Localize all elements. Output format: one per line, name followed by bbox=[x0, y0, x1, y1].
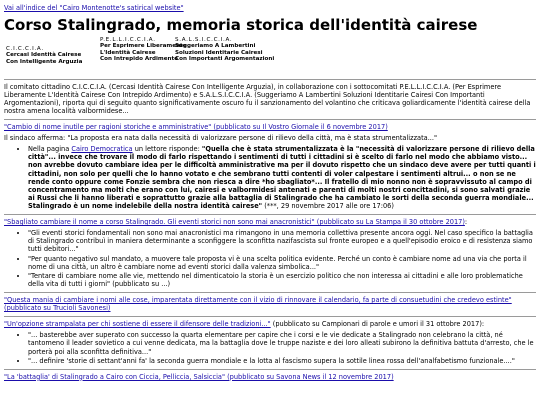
logo-line: Con Intrepido Ardimento bbox=[100, 56, 179, 63]
list-item: • "Tentare di cambiare nome alle vie, mettendo nel dimenticatoio la storia è un esercizio politico che non interessa ai cittadini e alle loro problematiche della vita di tutti i giorni" (pubblicato su ...) bbox=[28, 272, 536, 288]
logo-pelliccia bbox=[100, 37, 186, 63]
article-link-lastampa[interactable]: "Sbagliato cambiare il nome a corso Stalingrado. Gli eventi storici non sono mai anacronistici" (pubblicato su La Stampa il 30 ottobre 2017) bbox=[4, 218, 465, 227]
divider bbox=[4, 292, 536, 293]
logo-line: L'Identità Cairese bbox=[100, 49, 156, 56]
logo-line: Suggeriamo A Lambertini bbox=[175, 43, 256, 50]
section-tail: (pubblicato su Campionari di parole e umori il 31 ottobre 2017): bbox=[270, 320, 485, 329]
logo-salsiccia bbox=[175, 37, 274, 63]
logo-line: Cercasi Identità Cairese bbox=[6, 52, 82, 59]
comment-mid: un lettore risponde: bbox=[132, 145, 202, 154]
divider bbox=[4, 214, 536, 215]
mayor-quote: Il sindaco afferma: "La proposta era nata dalla necessità di valorizzare persone di rilievo della città, ma è stata strumentalizzata..." bbox=[4, 134, 438, 143]
list-item: • "... definire 'storie di settant'anni fa' la seconda guerra mondiale e la lotta al fascismo supera la sottile linea rossa dell'analfabetismo funzionale...." bbox=[28, 357, 536, 365]
reader-comment-list bbox=[4, 145, 536, 210]
list-item: • "... basterebbe aver superato con successo la quarta elementare per capire che i corsi e le vie dedicate a Stalingrado non celebrano la città, né tantomeno il leader sovietico a cui venne dedicata, ma la battaglia dove le truppe naziste e dei loro alleati subirono la definitiva battuta d'arresto, che le porterà poi alla sconfitta definitiva..." bbox=[28, 331, 536, 355]
reader-comment bbox=[28, 145, 536, 210]
divider bbox=[4, 369, 536, 370]
logo-ciccia bbox=[6, 46, 82, 66]
back-to-index-link[interactable]: Vai all'indice del "Cairo Montenotte's satirical website" bbox=[4, 4, 184, 12]
logo-title: P.E.L.L.I.C.C.I.A. bbox=[100, 36, 156, 43]
article-link-ivg[interactable]: "Cambio di nome inutile per ragioni storiche e amministrative" (pubblicato su Il Vostro Giornale il 6 novembre 2017) bbox=[4, 123, 388, 132]
section-tail: : bbox=[464, 218, 468, 227]
intro-paragraph: Il comitato cittadino C.I.C.C.I.A. (Cercasi Identità Cairese Con Intelligente Arguzia), in collaborazione con i sottocomitati P.E.L.L.I.C.C.I.A. (Per Esprimere Liberamente L'Identità Cairese Con Intrepido Ardimento) e S.A.L.S.I.C.C.I.A. (Suggeriamo A Lambertini Soluzioni Identitarie Cairesi Con Importanti Argomentazioni), riporta qui di seguito quanto significativamente oscuro fu il sanzionamento del volantino che criticava goliardicamente l'identità cairese della nostra amena località valbormidese... bbox=[4, 82, 531, 115]
page-content bbox=[4, 3, 536, 384]
divider bbox=[4, 79, 536, 80]
top-nav bbox=[4, 4, 536, 12]
article-link-savonanews[interactable]: "La 'battaglia' di Stalingrado a Cairo con Ciccia, Pelliccia, Salsiccia" (pubblicato su Savona News il 12 novembre 2017) bbox=[4, 372, 394, 381]
comment-timestamp: (***, 29 novembre 2017 alle ore 17:06) bbox=[262, 202, 394, 211]
divider bbox=[4, 119, 536, 120]
article-link-section bbox=[4, 320, 536, 328]
logo-line: Con Importanti Argomentazioni bbox=[175, 56, 275, 63]
cairo-democratica-link[interactable]: Cairo Democratica bbox=[71, 145, 133, 154]
comment-quote: "Quella che è stata strumentalizzata è la "necessità di valorizzare persone di rilievo della città"... invece che trovare il modo di farlo rispettando i sentimenti di tutti i cittadini si è scelto di farlo nel modo che abbiamo visto... non avrebbe dovuto cambiare idea per le difficoltà amministrative ma per il dovuto rispetto che un sindaco deve avere per tutti quanti i cittadini, non solo per quelli che lo hanno votato e che sembrano tutti contenti di voler calpestare i sentimenti altrui... o non se ne rende conto oppure come Fonzie sembra che non riesca a dire *ho sbagliato*... Il fratello di mio nonno non è sopravvissuto al campo di concentramento ma molti che erano con lui, cairesi e valbormidesi antenati e parenti di molti nostri concittadini, si sono salvati grazie ai Russi che li hanno liberati e soprattutto grazie alla battaglia di Stalingrado che ha cambiato le sorti della seconda guerra mondiale... Stalingrado è un nome indelebile della nostra identità cairese" bbox=[28, 145, 536, 211]
quote-list bbox=[4, 229, 536, 288]
logo-line: Soluzioni Identitarie Cairesi bbox=[175, 49, 263, 56]
article-link-campionari[interactable]: "Un'opzione strampalata per chi sostiene di essere il difensore delle tradizioni..." bbox=[4, 320, 271, 329]
logo-row bbox=[4, 37, 536, 75]
logo-line: Con Intelligente Arguzia bbox=[6, 58, 83, 65]
list-item: • "Gli eventi storici fondamentali non sono mai anacronistici ma rimangono in una memoria collettiva presente ancora oggi. Nel caso specifico la battaglia di Stalingrado contribuì in maniera determinante a sconfiggere la sconfitta nazifascista sul fronte europeo e a quell'episodio eroico e di resistenza siamo tutti debitori..." bbox=[28, 229, 536, 253]
article-link-section bbox=[4, 296, 536, 312]
article-link-section bbox=[4, 218, 536, 226]
article-link-section bbox=[4, 373, 536, 381]
quote-list bbox=[4, 331, 536, 364]
list-item: • "Per quanto negativo sul mandato, a muovere tale proposta vi è una scelta politica evidente. Perché un conto è cambiare nome ad una via che porta il nome di una città, un altro è cambiare nome ad eventi storici dalla valenza simbolica..." bbox=[28, 255, 536, 271]
article-link-trucioli[interactable]: "Questa mania di cambiare i nomi alle cose, imparentata direttamente con il vizio di rinnovare il calendario, fa parte di consuetudini che credevo estinte" (pubblicato su Trucioli Savonesi) bbox=[4, 296, 512, 313]
comment-prefix: Nella pagina bbox=[28, 145, 72, 154]
divider bbox=[4, 316, 536, 317]
article-link-section bbox=[4, 123, 536, 131]
logo-title: S.A.L.S.I.C.C.I.A. bbox=[175, 36, 233, 43]
logo-line: Per Esprimere Liberamente bbox=[100, 43, 187, 50]
page-title: Corso Stalingrado, memoria storica dell'identità cairese bbox=[4, 16, 478, 35]
logo-title: C.I.C.C.I.A. bbox=[6, 45, 44, 52]
